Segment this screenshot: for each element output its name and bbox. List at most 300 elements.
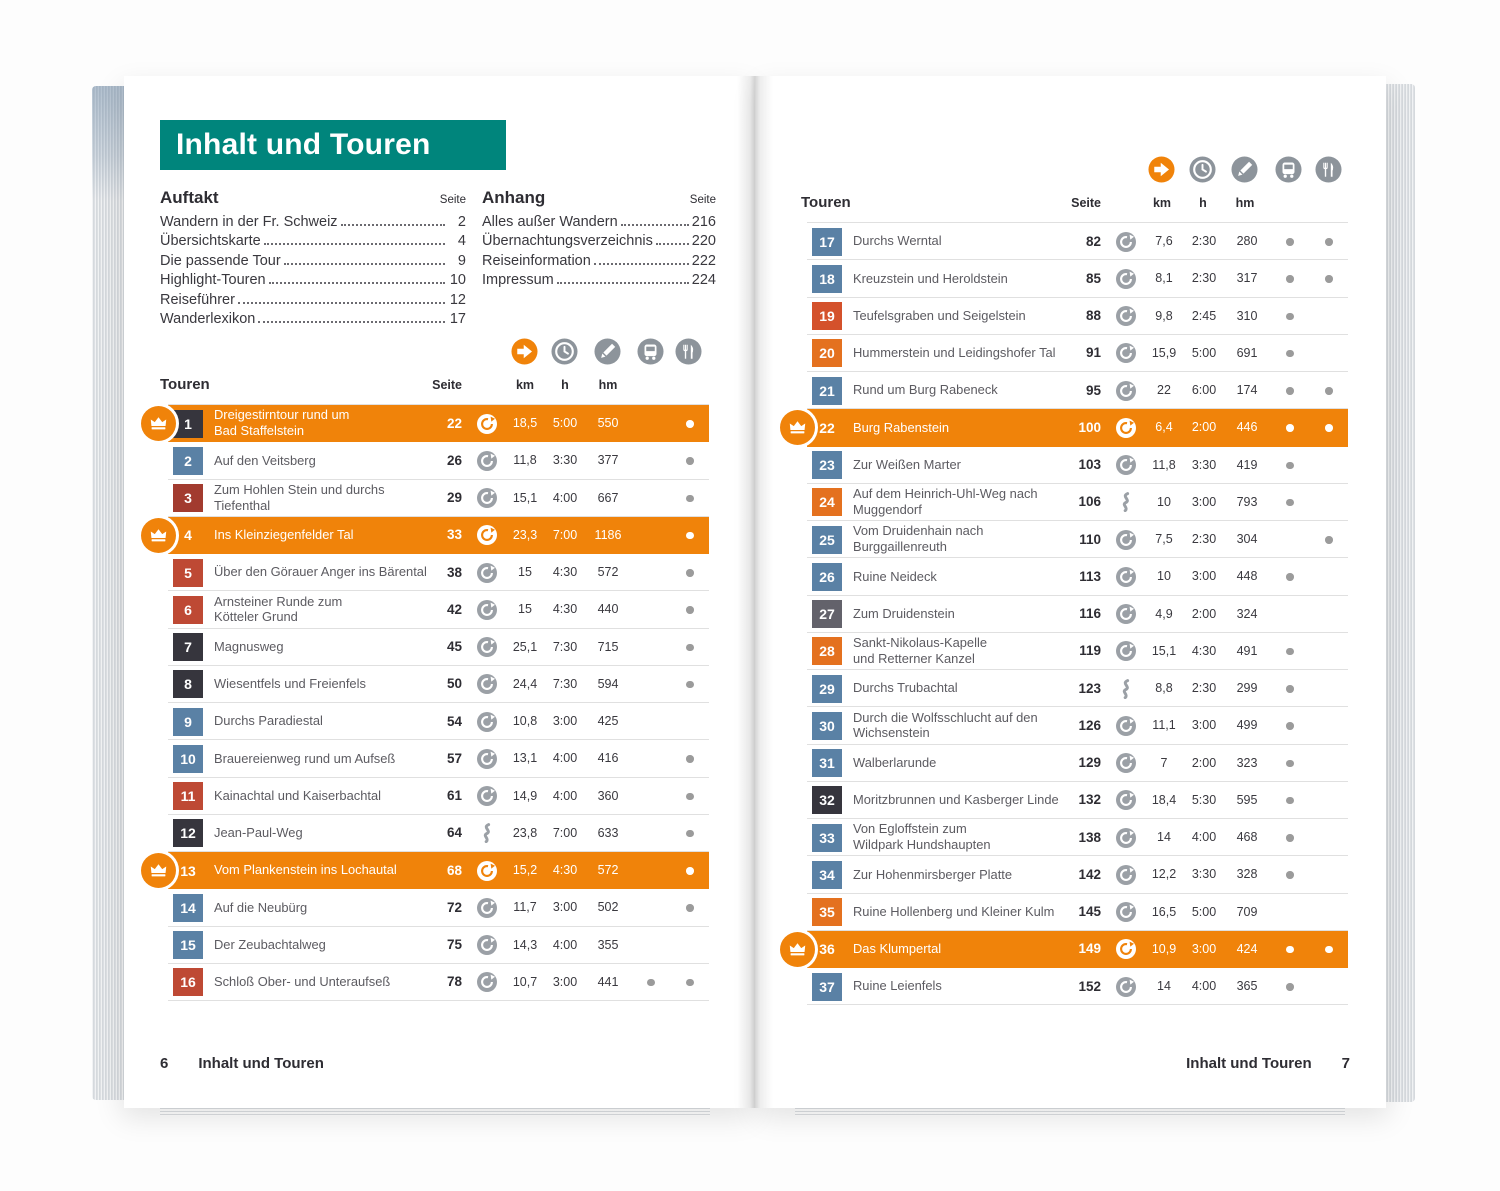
circular-route-icon [477, 525, 497, 545]
tour-row[interactable] [168, 740, 709, 777]
tour-title-line: Burg Rabenstein [853, 419, 950, 435]
bus-available-dot [1286, 499, 1294, 507]
circular-route-icon [477, 674, 497, 694]
tour-row[interactable] [807, 819, 1348, 856]
tour-row[interactable] [168, 517, 709, 554]
tour-row[interactable] [807, 372, 1348, 409]
tour-page-number: 75 [446, 937, 462, 953]
tour-elevation: 499 [1236, 718, 1258, 733]
tour-duration: 3:30 [1191, 457, 1217, 472]
clock-icon [1189, 156, 1216, 183]
circular-route-icon [1116, 306, 1136, 326]
col-header-elevation: hm [1235, 196, 1255, 210]
tour-row[interactable] [807, 223, 1348, 260]
tour-page-number: 119 [1079, 643, 1101, 659]
dining-available-dot [686, 569, 694, 577]
toc-item[interactable] [160, 253, 466, 272]
tour-distance: 10,8 [512, 714, 538, 729]
tour-row[interactable] [168, 778, 709, 815]
tour-distance: 15,1 [1151, 643, 1177, 658]
dining-available-dot [686, 830, 694, 838]
tour-row[interactable] [168, 815, 709, 852]
tour-title [853, 819, 1068, 855]
tour-elevation: 709 [1236, 904, 1258, 919]
tour-title-line: Jean-Paul-Weg [214, 825, 303, 840]
tour-distance: 8,1 [1155, 271, 1173, 286]
tour-distance: 14 [1157, 979, 1171, 994]
dining-available-dot [686, 904, 694, 912]
tour-row[interactable] [807, 558, 1348, 595]
tour-elevation: 310 [1236, 308, 1258, 323]
tour-distance: 15,9 [1151, 345, 1177, 360]
bus-available-dot [1286, 275, 1294, 283]
tour-title-line: Durch die Wolfsschlucht auf den [853, 709, 1038, 725]
tour-number: 22 [812, 414, 842, 442]
tour-title [214, 927, 429, 963]
toc-item[interactable] [160, 311, 466, 330]
tour-number: 10 [173, 745, 203, 773]
pencil-icon [1231, 156, 1258, 183]
tour-row[interactable] [807, 596, 1348, 633]
tour-distance: 14 [1157, 830, 1171, 845]
tour-page-number: 142 [1078, 866, 1101, 882]
toc-item-page: 216 [691, 214, 716, 230]
tour-row[interactable] [807, 894, 1348, 931]
tour-number: 36 [812, 935, 842, 963]
circular-route-icon [1116, 716, 1136, 736]
tour-title [214, 480, 429, 516]
tour-page-number: 116 [1079, 606, 1101, 622]
tour-number: 26 [812, 563, 842, 591]
col-header-elevation: hm [598, 378, 618, 392]
tour-distance: 10,7 [512, 974, 538, 989]
tour-number: 33 [812, 824, 842, 852]
tour-title [853, 223, 1068, 259]
dining-available-dot [686, 755, 694, 763]
tour-title-line: Burggaillenreuth [853, 539, 947, 555]
toc-item-label: Übernachtungsverzeichnis [482, 233, 653, 250]
legend-icons-row [124, 338, 734, 365]
tour-title [853, 409, 1068, 445]
tour-title [853, 596, 1068, 632]
tour-duration: 2:00 [1191, 606, 1217, 621]
tour-elevation: 633 [597, 825, 619, 840]
tour-row[interactable] [807, 745, 1348, 782]
bus-icon [637, 338, 664, 365]
circular-route-icon [477, 972, 497, 992]
circular-route-icon [1116, 865, 1136, 885]
tour-duration: 4:30 [552, 565, 578, 580]
tour-duration: 3:00 [552, 974, 578, 989]
tour-page-number: 152 [1078, 978, 1101, 994]
toc-item[interactable] [482, 272, 716, 291]
linear-route-icon [477, 823, 497, 843]
tour-number: 28 [812, 637, 842, 665]
tour-number: 13 [173, 857, 203, 885]
tour-duration: 4:00 [1191, 979, 1217, 994]
cutlery-icon [675, 338, 702, 365]
circular-route-icon [1116, 977, 1136, 997]
tour-row[interactable] [807, 707, 1348, 744]
tour-title-line: Durchs Werntal [853, 233, 942, 249]
page-stack-bottom-left [160, 1108, 710, 1116]
tour-distance: 14,3 [512, 937, 538, 952]
circular-route-icon [1116, 232, 1136, 252]
page-stack-left-edge [92, 86, 124, 1100]
tour-distance: 9,8 [1155, 308, 1173, 323]
tour-duration: 4:00 [552, 937, 578, 952]
tours-table-left [168, 404, 709, 1001]
tour-title-line: Ruine Leienfels [853, 978, 942, 994]
tour-title-line: Kainachtal und Kaiserbachtal [214, 787, 381, 803]
toc-item[interactable] [482, 214, 716, 233]
tour-number: 27 [812, 600, 842, 628]
crown-icon [787, 417, 808, 438]
toc-item-label: Wanderlexikon [160, 310, 256, 327]
tour-duration: 4:30 [552, 863, 578, 878]
col-header-hours: h [561, 378, 569, 392]
tour-title [214, 815, 429, 851]
toc-item-page: 222 [691, 252, 716, 269]
tour-duration: 4:00 [552, 788, 578, 803]
col-header-hours: h [1199, 196, 1207, 210]
tour-distance: 11,1 [1152, 718, 1176, 733]
circular-route-icon [477, 674, 497, 694]
tour-title [853, 298, 1068, 334]
circular-route-icon [1116, 902, 1136, 922]
highlight-crown-badge [141, 518, 176, 553]
tour-distance: 13,1 [512, 751, 538, 766]
tour-row[interactable] [807, 521, 1348, 558]
tour-title [214, 666, 429, 702]
tour-number: 3 [173, 484, 203, 512]
circular-route-icon [477, 898, 497, 918]
circular-route-icon [477, 563, 497, 583]
tour-elevation: 355 [597, 937, 619, 952]
circular-route-icon [1116, 418, 1136, 438]
tour-page-number: 132 [1078, 792, 1101, 808]
dining-available-dot [686, 457, 694, 465]
tour-duration: 5:00 [1191, 345, 1217, 360]
tour-title [214, 554, 429, 590]
tour-number: 21 [812, 377, 842, 405]
bus-available-dot [1286, 760, 1294, 768]
toc-item[interactable] [160, 292, 466, 311]
tour-row[interactable] [807, 782, 1348, 819]
right-page [755, 76, 1386, 1108]
tour-title [853, 633, 1068, 669]
tour-row[interactable] [807, 633, 1348, 670]
circular-route-icon [1116, 455, 1136, 475]
tour-duration: 5:30 [1191, 792, 1217, 807]
dining-available-dot [686, 420, 694, 428]
circular-route-icon [477, 488, 497, 508]
tour-elevation: 304 [1236, 532, 1258, 547]
bus-available-dot [1286, 797, 1294, 805]
toc-item-label: Alles außer Wandern [482, 214, 618, 230]
tour-number: 2 [173, 447, 203, 475]
col-header-page: Seite [432, 378, 462, 392]
tour-page-number: 68 [446, 862, 462, 878]
linear-route-icon [477, 823, 497, 843]
tour-row[interactable] [168, 629, 709, 666]
tour-elevation: 691 [1236, 345, 1258, 360]
toc-item[interactable] [160, 272, 466, 291]
tour-number: 37 [812, 973, 842, 1001]
tours-table-title: Touren [801, 194, 851, 211]
circular-route-icon [1116, 567, 1136, 587]
bus-available-dot [1286, 983, 1294, 991]
crown-icon [148, 413, 169, 434]
tour-title-line: und Retterner Kanzel [853, 650, 975, 666]
tour-row[interactable] [807, 670, 1348, 707]
circular-route-icon [477, 749, 497, 769]
dining-available-dot [686, 681, 694, 689]
tour-title [853, 670, 1068, 706]
toc-item-label: Reiseinformation [482, 252, 591, 269]
circular-route-icon [1116, 902, 1136, 922]
tour-elevation: 323 [1236, 755, 1258, 770]
tour-page-number: 54 [446, 713, 462, 729]
tour-distance: 23,3 [512, 527, 538, 542]
tour-elevation: 550 [597, 416, 619, 431]
circular-route-icon [1116, 269, 1136, 289]
tour-page-number: 123 [1078, 680, 1101, 696]
tour-number: 1 [173, 410, 203, 438]
tour-title [214, 740, 429, 776]
circular-route-icon [1116, 790, 1136, 810]
clock-icon [551, 338, 578, 365]
dotted-leader [269, 282, 445, 284]
tour-page-number: 145 [1078, 904, 1101, 920]
tour-elevation: 715 [597, 639, 619, 654]
legend-icons-row [755, 156, 1365, 183]
circular-route-icon [1116, 604, 1136, 624]
tour-title-line: Wiesentfels und Freienfels [214, 676, 366, 691]
circular-route-icon [477, 712, 497, 732]
tour-number: 6 [173, 596, 203, 624]
tour-row[interactable] [168, 591, 709, 628]
toc-item-label: Übersichtskarte [160, 233, 261, 250]
tour-title-line: Ruine Hollenberg und Kleiner Kulm [853, 903, 1055, 919]
tour-elevation: 360 [597, 788, 619, 803]
tour-duration: 4:00 [552, 751, 578, 766]
tour-row[interactable] [807, 335, 1348, 372]
bus-available-dot [1286, 462, 1294, 470]
dotted-leader [238, 302, 445, 304]
tour-elevation: 377 [597, 453, 619, 468]
tour-row[interactable] [168, 852, 709, 889]
circular-route-icon [477, 600, 497, 620]
crown-icon [787, 939, 808, 960]
tour-page-number: 42 [446, 601, 462, 617]
page-stack-bottom-right [795, 1108, 1345, 1116]
circular-route-icon [477, 451, 497, 471]
tour-title-line: Tiefenthal [214, 497, 271, 513]
tour-number: 16 [173, 968, 203, 996]
circular-route-icon [477, 600, 497, 620]
circular-route-icon [477, 563, 497, 583]
tour-page-number: 110 [1079, 531, 1101, 547]
circular-route-icon [477, 451, 497, 471]
tour-row[interactable] [168, 442, 709, 479]
dining-available-dot [686, 644, 694, 652]
tour-number: 29 [812, 675, 842, 703]
toc-item[interactable] [482, 233, 716, 252]
tour-title-line: Ruine Neideck [853, 568, 937, 584]
tour-row[interactable] [807, 931, 1348, 968]
tour-title-line: Auf die Neubürg [214, 899, 308, 915]
tour-elevation: 419 [1236, 457, 1258, 472]
tour-title-line: Arnsteiner Runde zum [214, 593, 343, 609]
tour-duration: 2:30 [1191, 681, 1217, 696]
tour-elevation: 328 [1236, 867, 1258, 882]
toc-item[interactable] [160, 233, 466, 252]
tour-page-number: 95 [1085, 382, 1101, 398]
circular-route-icon [477, 414, 497, 434]
tour-row[interactable] [168, 927, 709, 964]
circular-route-icon [477, 414, 497, 434]
tour-number: 17 [812, 228, 842, 256]
tour-title-line: Sankt-Nikolaus-Kapelle [853, 635, 987, 651]
tour-title-line: Von Egloffstein zum [853, 821, 967, 837]
tour-title [853, 521, 1068, 557]
tour-row[interactable] [168, 964, 709, 1001]
tour-number: 12 [173, 819, 203, 847]
tour-number: 18 [812, 265, 842, 293]
tour-row[interactable] [168, 480, 709, 517]
dining-available-dot [686, 606, 694, 614]
tour-row[interactable] [807, 484, 1348, 521]
tour-row[interactable] [807, 298, 1348, 335]
tour-row[interactable] [807, 968, 1348, 1005]
tour-number: 4 [173, 521, 203, 549]
tour-elevation: 425 [597, 714, 619, 729]
tour-row[interactable] [168, 703, 709, 740]
circular-route-icon [1116, 306, 1136, 326]
tour-elevation: 280 [1236, 234, 1258, 249]
tour-elevation: 416 [597, 751, 619, 766]
tour-duration: 5:00 [552, 416, 578, 431]
tour-title-line: Teufelsgraben und Seigelstein [853, 307, 1026, 323]
tour-row[interactable] [168, 889, 709, 926]
tour-number: 9 [173, 708, 203, 736]
toc-item[interactable] [482, 253, 716, 272]
tour-title-line: Wichsenstein [853, 725, 930, 741]
toc-item[interactable] [160, 214, 466, 233]
toc-item-page: 9 [457, 252, 466, 269]
tour-page-number: 50 [446, 676, 462, 692]
bus-available-dot [1286, 350, 1294, 358]
page-stack-right-edge [1386, 84, 1415, 1102]
tour-row[interactable] [807, 856, 1348, 893]
circular-route-icon [1116, 977, 1136, 997]
tour-title-line: Bad Staffelstein [214, 423, 305, 439]
tour-title-line: Zum Hohlen Stein und durchs [214, 481, 385, 497]
tour-duration: 3:00 [552, 714, 578, 729]
auftakt-header [160, 188, 466, 208]
circular-route-icon [477, 488, 497, 508]
circular-route-icon [477, 935, 497, 955]
tour-elevation: 1186 [594, 527, 622, 542]
tour-distance: 10 [1157, 569, 1171, 584]
dining-available-dot [1325, 275, 1333, 283]
tour-elevation: 595 [1236, 792, 1258, 807]
tour-row[interactable] [168, 666, 709, 703]
auftakt-page-label: Seite [439, 194, 466, 206]
bus-available-dot [1286, 871, 1294, 879]
tour-distance: 15,2 [512, 863, 538, 878]
tour-title [853, 968, 1068, 1004]
tour-page-number: 91 [1085, 345, 1101, 361]
tour-row[interactable] [807, 260, 1348, 297]
tour-number: 24 [812, 488, 842, 516]
circular-route-icon [1116, 269, 1136, 289]
tour-duration: 3:30 [552, 453, 578, 468]
tour-number: 11 [173, 782, 203, 810]
tour-duration: 2:30 [1191, 234, 1217, 249]
tour-distance: 7,5 [1155, 532, 1173, 547]
bus-available-dot [1286, 313, 1294, 321]
tour-title-line: Kreuzstein und Heroldstein [853, 270, 1008, 286]
tour-page-number: 88 [1085, 308, 1101, 324]
bus-available-dot [1286, 424, 1294, 432]
tour-row[interactable] [168, 405, 709, 442]
circular-route-icon [477, 935, 497, 955]
tour-title-line: Durchs Trubachtal [853, 680, 958, 696]
dotted-leader [341, 224, 445, 226]
tour-duration: 2:30 [1191, 271, 1217, 286]
tour-elevation: 594 [597, 676, 619, 691]
circular-route-icon [1116, 865, 1136, 885]
dining-available-dot [1325, 946, 1333, 954]
col-header-page: Seite [1071, 196, 1101, 210]
bus-available-dot [1286, 238, 1294, 246]
tour-row[interactable] [807, 409, 1348, 446]
tour-distance: 11,8 [1152, 457, 1176, 472]
toc-item-page: 4 [457, 233, 466, 250]
circular-route-icon [1116, 939, 1136, 959]
toc-item-label: Wandern in der Fr. Schweiz [160, 214, 338, 230]
linear-route-icon [1116, 492, 1136, 512]
anhang-page-label: Seite [689, 194, 716, 206]
tour-row[interactable] [807, 447, 1348, 484]
tour-duration: 4:00 [552, 490, 578, 505]
circular-route-icon [477, 786, 497, 806]
tour-distance: 4,9 [1155, 606, 1173, 621]
circular-route-icon [1116, 232, 1136, 252]
tour-distance: 14,9 [512, 788, 538, 803]
tour-elevation: 299 [1236, 681, 1258, 696]
tour-title-line: Ins Kleinziegenfelder Tal [214, 527, 354, 542]
tour-elevation: 317 [1236, 271, 1258, 286]
tour-number: 30 [812, 712, 842, 740]
circular-route-icon [477, 972, 497, 992]
tour-number: 35 [812, 898, 842, 926]
tour-row[interactable] [168, 554, 709, 591]
tour-title [853, 745, 1068, 781]
left-page [124, 76, 755, 1108]
tour-title-line: Wildpark Hundshaupten [853, 837, 991, 853]
tour-title-line: Zum Druidenstein [853, 605, 955, 621]
circular-route-icon [477, 637, 497, 657]
tour-distance: 7 [1160, 755, 1168, 770]
tour-elevation: 572 [597, 565, 619, 580]
tour-elevation: 572 [597, 863, 619, 878]
tour-elevation: 440 [597, 602, 619, 617]
tour-duration: 2:45 [1191, 308, 1217, 323]
tour-distance: 11,8 [513, 453, 537, 468]
